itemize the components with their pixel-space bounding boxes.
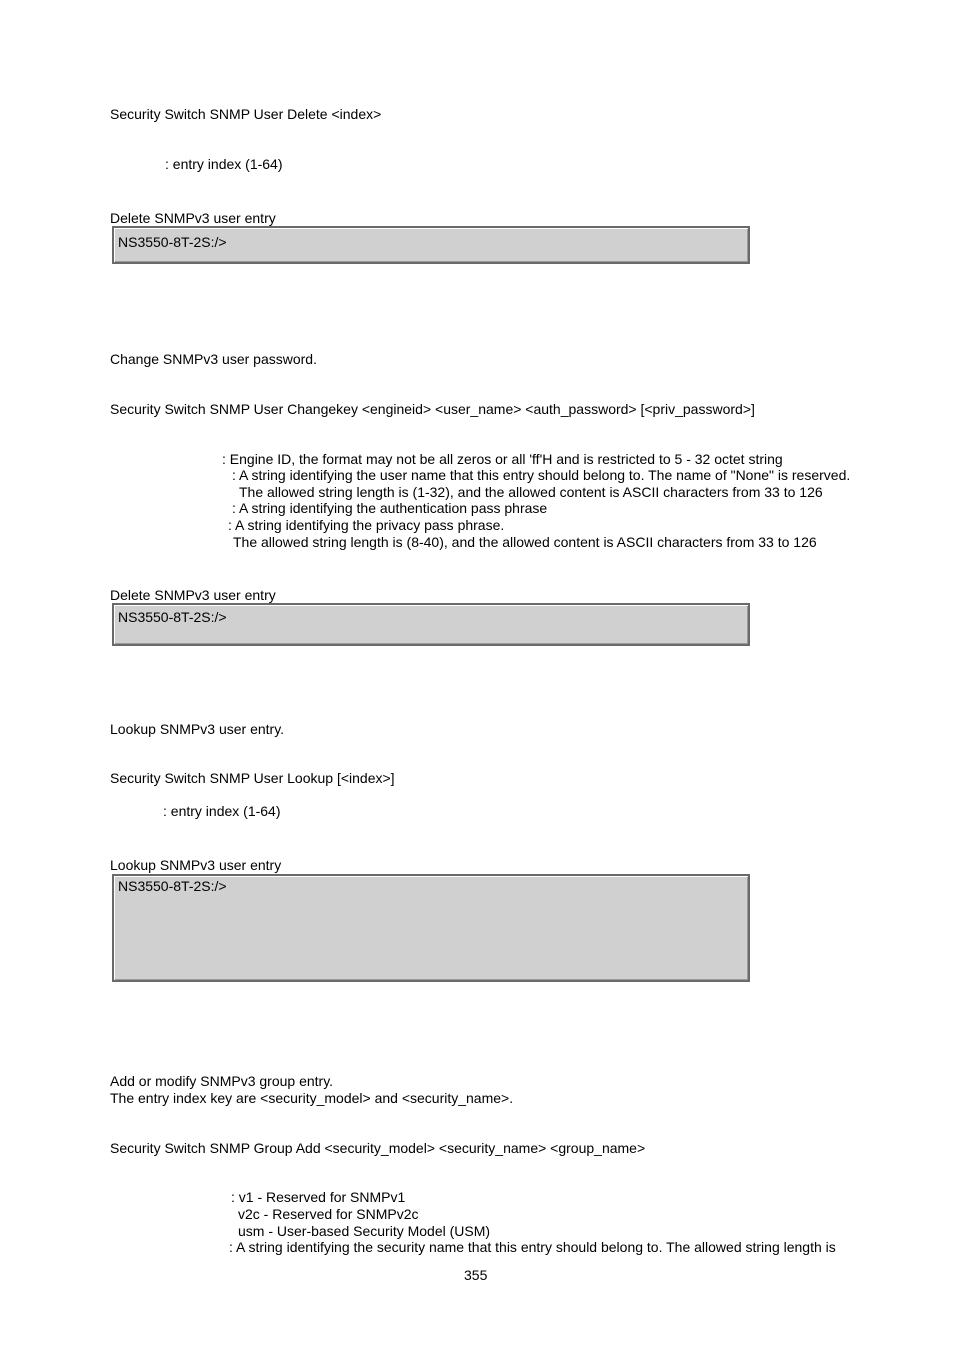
syntax-user-changekey: Security Switch SNMP User Changekey <engineid> <user_name> <auth_password> [<priv_password>] xyxy=(110,401,755,417)
description-group-add: Add or modify SNMPv3 group entry. xyxy=(110,1073,334,1089)
description-changekey: Change SNMPv3 user password. xyxy=(110,351,317,367)
param-username-desc-cont: The allowed string length is (1-32), and the allowed content is ASCII characters from 33 to 126 xyxy=(239,484,823,500)
param-username-desc: : A string identifying the user name that this entry should belong to. The name of "None" is reserved. xyxy=(232,467,851,483)
description-group-add-key: The entry index key are <security_model> and <security_name>. xyxy=(110,1090,514,1106)
syntax-user-delete: Security Switch SNMP User Delete <index> xyxy=(110,106,382,122)
console-prompt: NS3550-8T-2S:/> xyxy=(118,234,227,250)
param-index-desc: : entry index (1-64) xyxy=(165,156,283,172)
console-prompt: NS3550-8T-2S:/> xyxy=(118,878,227,894)
param-auth-password-desc: : A string identifying the authentication pass phrase xyxy=(232,500,548,516)
console-example-box xyxy=(112,226,750,264)
param-engineid-desc: : Engine ID, the format may not be all zeros or all 'ff'H and is restricted to 5 - 32 octet string xyxy=(222,451,783,467)
console-example-box xyxy=(112,874,750,982)
param-priv-password-desc-cont: The allowed string length is (8-40), and the allowed content is ASCII characters from 33 to 126 xyxy=(233,534,817,550)
syntax-group-add: Security Switch SNMP Group Add <security_model> <security_name> <group_name> xyxy=(110,1140,646,1156)
console-prompt: NS3550-8T-2S:/> xyxy=(118,609,227,625)
console-example-box xyxy=(112,603,750,646)
example-caption: Delete SNMPv3 user entry xyxy=(110,210,276,226)
syntax-user-lookup: Security Switch SNMP User Lookup [<index>] xyxy=(110,770,395,786)
description-lookup: Lookup SNMPv3 user entry. xyxy=(110,721,285,737)
example-caption: Delete SNMPv3 user entry xyxy=(110,587,276,603)
example-caption: Lookup SNMPv3 user entry xyxy=(110,857,282,873)
param-security-model-desc: : v1 - Reserved for SNMPv1 xyxy=(231,1189,406,1205)
param-security-model-usm: usm - User-based Security Model (USM) xyxy=(238,1223,491,1239)
param-security-name-desc: : A string identifying the security name that this entry should belong to. The allowed string length is xyxy=(229,1239,836,1255)
param-priv-password-desc: : A string identifying the privacy pass phrase. xyxy=(228,517,505,533)
param-index-desc: : entry index (1-64) xyxy=(163,803,281,819)
page-number: 355 xyxy=(464,1267,488,1283)
param-security-model-v2c: v2c - Reserved for SNMPv2c xyxy=(238,1206,419,1222)
